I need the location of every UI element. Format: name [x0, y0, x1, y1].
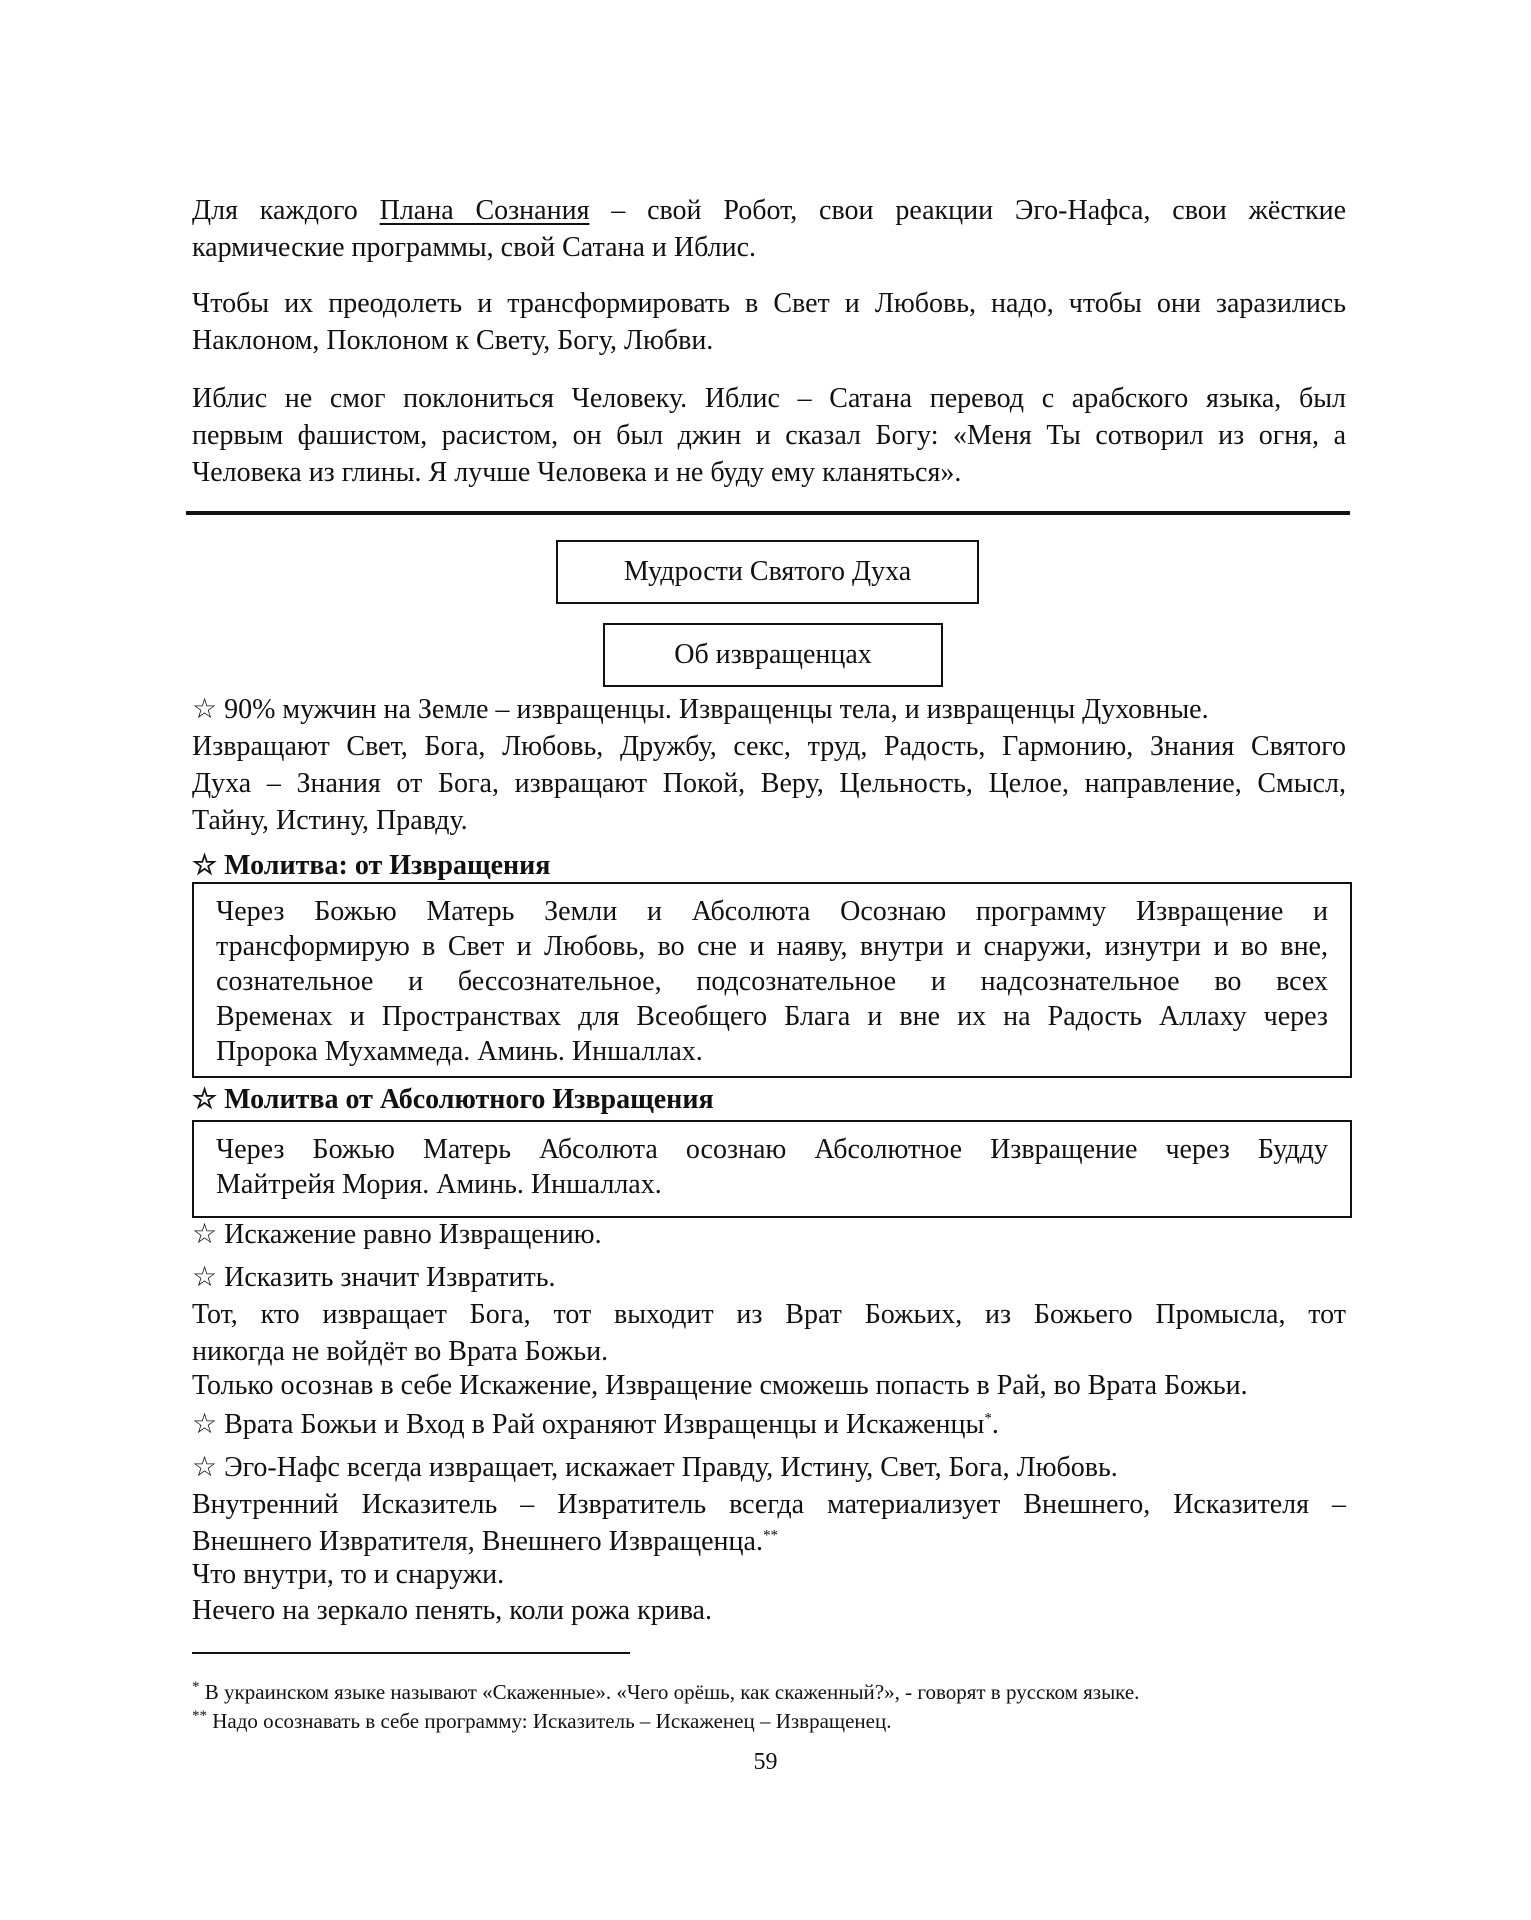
- intro-paragraph-3: [192, 380, 1346, 491]
- wisdom-1-line3: Духа – Знания от Бога, извращают Покой, Веру, Цельность, Целое, направление, Смысл,: [192, 768, 1346, 799]
- wisdom-5: Только осознав в себе Искажение, Извращение сможешь попасть в Рай, во Врата Божьи.: [192, 1370, 1248, 1401]
- page-number: 59: [753, 1749, 778, 1775]
- plan-soznaniya-link[interactable]: Плана Сознания: [379, 195, 590, 226]
- subtitle-box: Об извращенцах: [603, 623, 943, 687]
- intro-p3-line3: Человека из глины. Я лучше Человека и не буду ему кланяться».: [192, 457, 962, 488]
- footnote-ref-2[interactable]: **: [762, 1527, 778, 1544]
- wisdom-2: ☆ Искажение равно Извращению.: [192, 1219, 602, 1250]
- wisdom-8: [192, 1486, 1346, 1560]
- intro-p2-line1: Чтобы их преодолеть и трансформировать в Свет и Любовь, надо, чтобы они заразились: [192, 288, 1346, 319]
- wisdom-1-line1: ☆ 90% мужчин на Земле – извращенцы. Извращенцы тела, и извращенцы Духовные.: [192, 694, 1209, 725]
- wisdom-8-line2: Внешнего Извратителя, Внешнего Извращенца.**: [192, 1526, 778, 1557]
- wisdom-10: Нечего на зеркало пенять, коли рожа крива.: [192, 1595, 712, 1626]
- wisdom-1-line4: Тайну, Истину, Правду.: [192, 805, 468, 836]
- footnote-1: * В украинском языке называют «Скаженные». «Чего орёшь, как скаженный?», - говорят в русском языке.: [192, 1679, 1140, 1704]
- prayer-2-title: ☆ Молитва от Абсолютного Извращения: [192, 1084, 714, 1115]
- wisdom-3: ☆ Исказить значит Извратить.: [192, 1262, 556, 1293]
- wisdom-9: Что внутри, то и снаружи.: [192, 1559, 505, 1590]
- footnote-2: ** Надо осознавать в себе программу: Исказитель – Искаженец – Извращенец.: [192, 1708, 892, 1733]
- wisdom-1-line2: Извращают Свет, Бога, Любовь, Дружбу, секс, труд, Радость, Гармонию, Знания Святого: [192, 731, 1346, 762]
- section-divider: [186, 511, 1350, 515]
- wisdom-8-line1: Внутренний Исказитель – Извратитель всегда материализует Внешнего, Исказителя –: [192, 1489, 1346, 1520]
- wisdom-4: [192, 1296, 1346, 1370]
- title-box: Мудрости Святого Духа: [556, 540, 979, 604]
- prayer-1-line3: сознательное и бессознательное, подсознательное и надсознательное во всех: [216, 966, 1328, 997]
- footnote-2-mark: **: [192, 1708, 207, 1724]
- wisdom-4-line1: Тот, кто извращает Бога, тот выходит из Врат Божьих, из Божьего Промысла, тот: [192, 1299, 1346, 1330]
- prayer-1-box: [192, 882, 1352, 1078]
- wisdom-6: ☆ Врата Божьи и Вход в Рай охраняют Извращенцы и Искаженцы*.: [192, 1409, 999, 1440]
- intro-paragraph-2: [192, 285, 1346, 359]
- prayer-1-line1: Через Божью Матерь Земли и Абсолюта Осознаю программу Извращение и: [216, 896, 1328, 927]
- footnote-divider: [192, 1652, 630, 1654]
- intro-p2-line2: Наклоном, Поклоном к Свету, Богу, Любви.: [192, 325, 714, 356]
- prayer-1-title: ☆ Молитва: от Извращения: [192, 850, 551, 881]
- intro-p3-line1: Иблис не смог поклониться Человеку. Иблис – Сатана перевод с арабского языка, был: [192, 383, 1346, 414]
- intro-p1-line2: кармические программы, свой Сатана и Иблис.: [192, 232, 757, 263]
- prayer-2-box: [192, 1120, 1352, 1218]
- footnote-1-mark: *: [192, 1679, 200, 1695]
- prayer-1-line4: Временах и Пространствах для Всеобщего Блага и вне их на Радость Аллаху через: [216, 1001, 1328, 1032]
- intro-p3-line2: первым фашистом, расистом, он был джин и сказал Богу: «Меня Ты сотворил из огня, а: [192, 420, 1346, 451]
- intro-p1-line1: Для каждого Плана Сознания – свой Робот, свои реакции Эго-Нафса, свои жёсткие: [192, 195, 1347, 226]
- prayer-1-line5: Пророка Мухаммеда. Аминь. Иншаллах.: [216, 1036, 703, 1067]
- wisdom-1: [192, 691, 1346, 839]
- wisdom-4-line2: никогда не войдёт во Врата Божьи.: [192, 1336, 609, 1367]
- intro-paragraph-1: [192, 192, 1346, 266]
- prayer-2-line1: Через Божью Матерь Абсолюта осознаю Абсолютное Извращение через Будду: [216, 1134, 1328, 1165]
- prayer-1-line2: трансформирую в Свет и Любовь, во сне и наяву, внутри и снаружи, изнутри и во вне,: [216, 931, 1328, 962]
- prayer-2-line2: Майтрейя Мория. Аминь. Иншаллах.: [216, 1169, 662, 1200]
- wisdom-7: ☆ Эго-Нафс всегда извращает, искажает Правду, Истину, Свет, Бога, Любовь.: [192, 1452, 1118, 1483]
- footnote-ref-1[interactable]: *: [984, 1410, 992, 1427]
